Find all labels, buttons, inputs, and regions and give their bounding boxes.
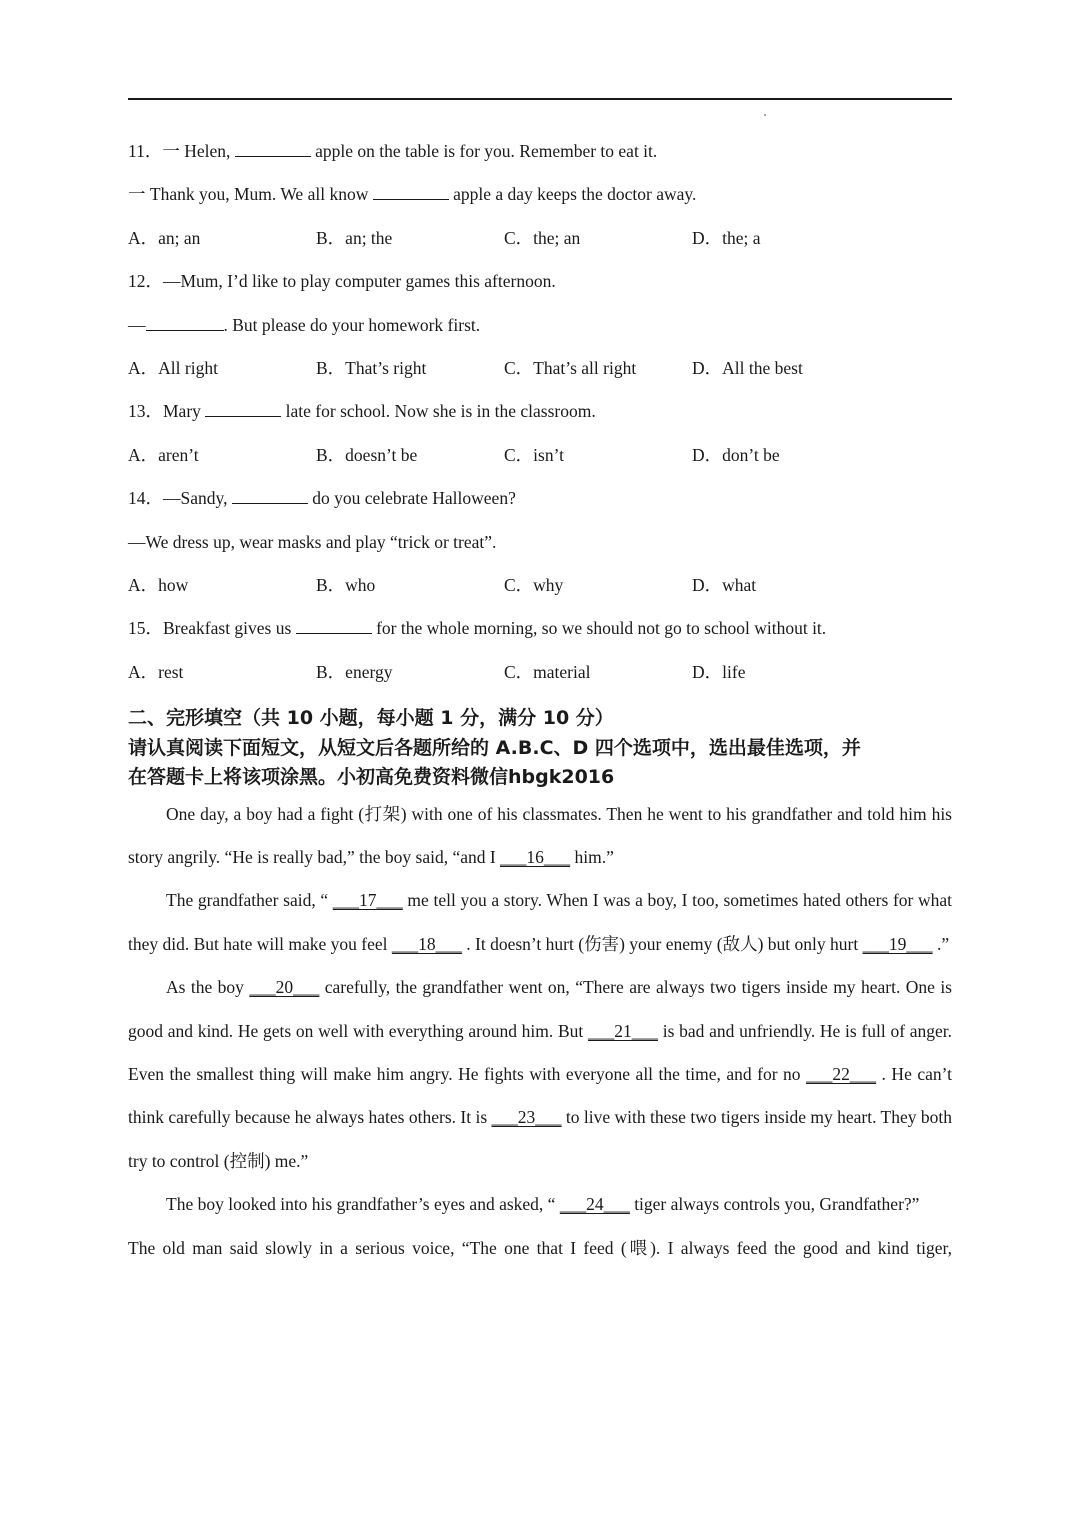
question-15-options [128, 651, 952, 694]
passage-paragraph-1: One day, a boy had a fight (打架) with one of his classmates. Then he went to his grandfather and told him his story angrily. “He is really bad,” the boy said, “and I ___16___ him.” [128, 803, 952, 867]
question-14-options [128, 564, 952, 607]
option-b[interactable]: B．an; the [316, 227, 393, 248]
blank-22[interactable]: ___22___ [806, 1064, 877, 1085]
blank-21[interactable]: ___21___ [588, 1020, 658, 1041]
question-12-options [128, 347, 952, 390]
answer-blank[interactable] [232, 488, 308, 504]
option-a[interactable]: A．an; an [128, 227, 201, 248]
passage-paragraph-4: The boy looked into his grandfather’s eyes and asked, “ ___24___ tiger always controls you, Grandfather?” [166, 1194, 920, 1215]
question-13-line-1: 13．Mary late for school. Now she is in the classroom. [128, 401, 596, 422]
option-b[interactable]: B．That’s right [316, 357, 427, 378]
option-c[interactable]: C．why [504, 574, 564, 595]
blank-19[interactable]: ___19___ [862, 933, 933, 954]
option-c[interactable]: C．the; an [504, 227, 581, 248]
answer-blank[interactable] [205, 401, 281, 417]
question-14-line-2: —We dress up, wear masks and play “trick or treat”. [128, 531, 497, 552]
option-a[interactable]: A．aren’t [128, 444, 199, 465]
section-2-title: 二、完形填空（共 10 小题，每小题 1 分，满分 10 分） [128, 707, 614, 730]
section-2-instructions-1: 请认真阅读下面短文，从短文后各题所给的 A.B.C、D 四个选项中，选出最佳选项，并 [128, 736, 861, 759]
question-12-line-2: — . But please do your homework first. [128, 314, 481, 335]
blank-23[interactable]: ___23___ [491, 1107, 562, 1128]
answer-blank[interactable] [373, 184, 449, 200]
blank-18[interactable]: ___18___ [391, 933, 462, 954]
option-a[interactable]: A．rest [128, 661, 184, 682]
option-d[interactable]: D．life [692, 661, 746, 682]
blank-24[interactable]: ___24___ [559, 1194, 630, 1215]
passage-paragraph-5: The old man said slowly in a serious voice, “The one that I feed (喂). I always feed the good and kind tiger, [128, 1237, 952, 1258]
option-d[interactable]: D．All the best [692, 357, 803, 378]
question-11-line-1: 11．一 Helen, apple on the table is for you. Remember to eat it. [128, 141, 658, 161]
passage-paragraph-3: As the boy ___20___ carefully, the grandfather went on, “There are always two tigers inside my heart. One is good and kind. He gets on well with everything around him. But ___21___ is bad and unfriendly. He is full of anger. Even the smallest thing will make him angry. He fights with everyone all the time, and for no ___22___ . He can’t think carefully because he always hates others. It is ___23___ to live with these two tigers inside my heart. They both try to control (控制) me.” [128, 977, 953, 1171]
answer-blank[interactable] [235, 141, 311, 157]
blank-16[interactable]: ___16___ [500, 846, 571, 867]
question-11-line-2: 一 Thank you, Mum. We all know apple a day keeps the doctor away. [128, 184, 697, 205]
scan-speck [764, 114, 766, 116]
section-2-instructions-2: 在答题卡上将该项涂黑。小初高免费资料微信hbgk2016 [128, 766, 615, 789]
question-13-options [128, 434, 952, 477]
option-a[interactable]: A．how [128, 574, 189, 595]
blank-17[interactable]: ___17___ [332, 890, 403, 911]
option-b[interactable]: B．doesn’t be [316, 444, 418, 465]
answer-blank[interactable] [146, 315, 224, 331]
option-b[interactable]: B．who [316, 574, 376, 595]
option-d[interactable]: D．what [692, 574, 757, 595]
option-a[interactable]: A．All right [128, 357, 218, 378]
question-15-line-1: 15．Breakfast gives us for the whole morning, so we should not go to school without it. [128, 618, 827, 639]
answer-blank[interactable] [296, 618, 372, 634]
passage-paragraph-2: The grandfather said, “ ___17___ me tell you a story. When I was a boy, I too, sometimes hated others for what they did. But hate will make you feel ___18___ . It doesn’t hurt (伤害) your enemy (敌人) but only hurt ___19___ .” [128, 890, 953, 954]
option-d[interactable]: D．the; a [692, 227, 761, 248]
question-12-line-1: 12．—Mum, I’d like to play computer games this afternoon. [128, 271, 556, 292]
option-c[interactable]: C．That’s all right [504, 357, 637, 378]
question-11-options [128, 217, 952, 260]
option-d[interactable]: D．don’t be [692, 444, 780, 465]
option-b[interactable]: B．energy [316, 661, 393, 682]
option-c[interactable]: C．isn’t [504, 444, 564, 465]
question-14-line-1: 14．—Sandy, do you celebrate Halloween? [128, 488, 516, 509]
option-c[interactable]: C．material [504, 661, 591, 682]
page-content [128, 130, 952, 1270]
blank-20[interactable]: ___20___ [249, 977, 320, 998]
header-rule [128, 98, 952, 100]
